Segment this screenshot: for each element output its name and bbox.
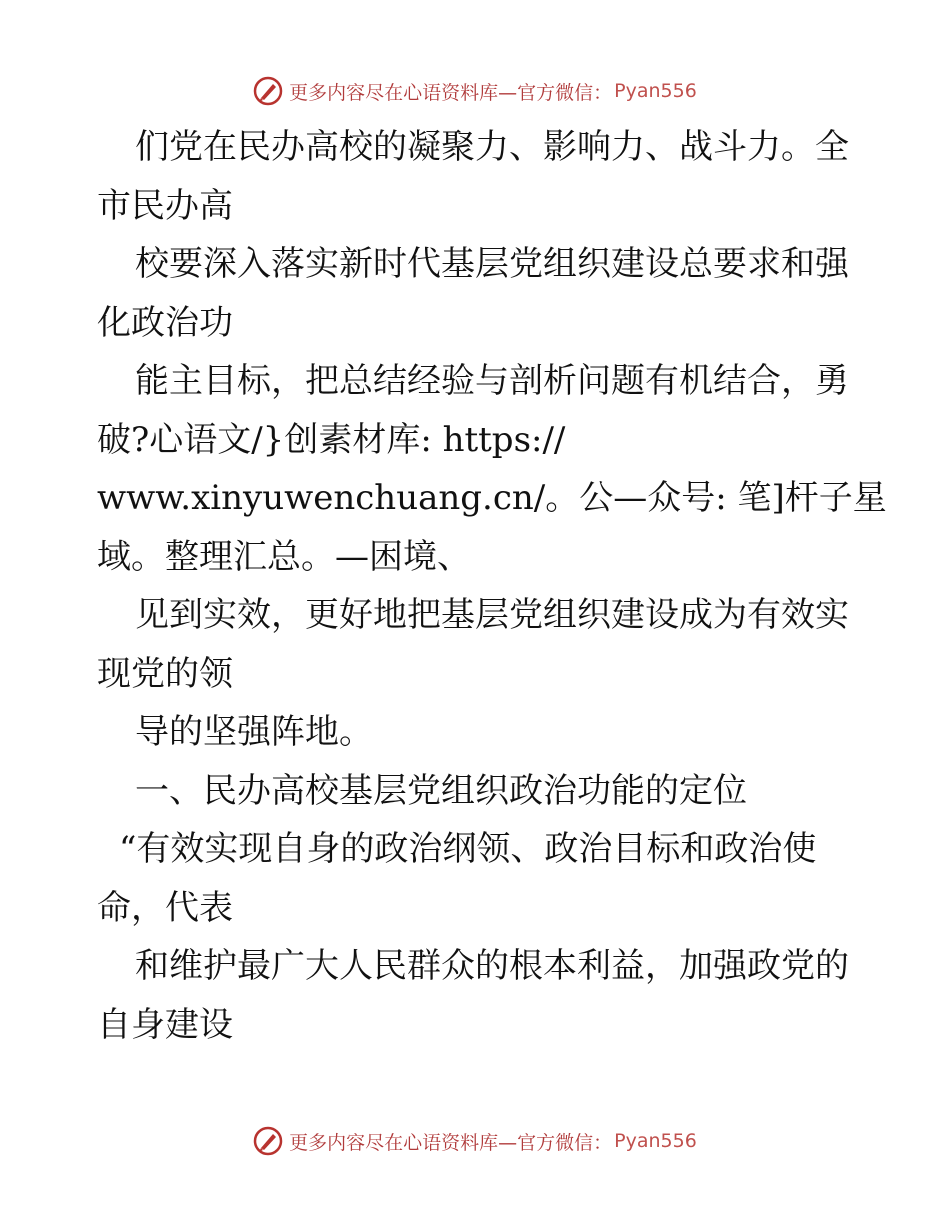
header-banner (0, 74, 950, 108)
text-line: “有效实现自身的政治纲领、政治目标和政治使 (119, 829, 817, 869)
text-line: 化政治功 (97, 302, 233, 343)
text-line: 自身建设 (97, 1004, 233, 1045)
text-line: 见到实效，更好地把基层党组织建设成为有效实 (135, 595, 849, 635)
pen-logo-icon (253, 76, 283, 106)
text-line: 们党在民办高校的凝聚力、影响力、战斗力。全 (135, 127, 849, 167)
pen-logo-icon (253, 1126, 283, 1156)
text-line-link: 破?心语文/}创素材库: https:// (97, 419, 566, 460)
footer-banner (0, 1124, 950, 1158)
text-line: 命，代表 (97, 887, 233, 928)
text-line: 能主目标，把总结经验与剖析问题有机结合，勇 (135, 361, 849, 401)
text-line: 现党的领 (97, 653, 233, 694)
text-line-url: www.xinyuwenchuang.cn/。公—众号: 笔]杆子星 (97, 478, 887, 518)
banner-text: 更多内容尽在心语资料库—官方微信： (289, 81, 613, 104)
text-line: 市民办高 (97, 185, 233, 226)
banner-wechat-id: Pyan556 (614, 80, 697, 102)
text-line: 导的坚强阵地。 (135, 712, 373, 752)
document-body (97, 118, 887, 1054)
banner-text: 更多内容尽在心语资料库—官方微信： (289, 1131, 613, 1154)
text-line: 和维护最广大人民群众的根本利益，加强政党的 (135, 946, 849, 986)
banner-wechat-id: Pyan556 (614, 1130, 697, 1152)
section-heading: 一、民办高校基层党组织政治功能的定位 (135, 770, 747, 811)
text-line: 域。整理汇总。—困境、 (97, 536, 471, 577)
text-line: 校要深入落实新时代基层党组织建设总要求和强 (135, 244, 849, 284)
